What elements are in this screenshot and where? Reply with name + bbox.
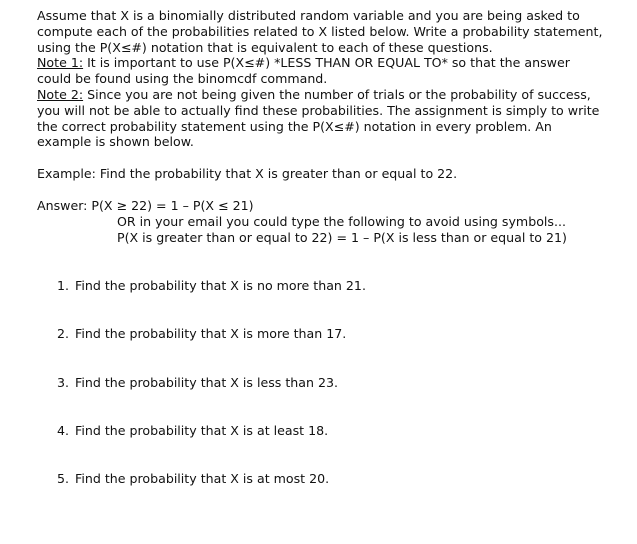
question-text: Find the probability that X is no more than 21.: [75, 278, 366, 293]
question-text: Find the probability that X is at least 18.: [75, 422, 329, 438]
question-list: [57, 278, 617, 519]
note-1: [37, 55, 627, 71]
question-number: 4.: [57, 422, 70, 438]
intro-line: compute each of the probabilities related to X listed below. Write a probability statement,: [37, 23, 603, 39]
question-item: [57, 326, 617, 342]
note-2-continued: example is shown below.: [37, 134, 194, 150]
question-number: 5.: [57, 471, 70, 487]
answer-alternative-intro: OR in your email you could type the following to avoid using symbols...: [117, 213, 566, 229]
question-item: [57, 423, 617, 439]
note-2-continued: you will not be able to actually find these probabilities. The assignment is simply to write: [37, 102, 600, 118]
question-number: 2.: [57, 326, 70, 342]
question-number: 1.: [57, 278, 70, 293]
document-body: [37, 8, 627, 245]
note-1-continued: could be found using the binomcdf command.: [37, 71, 328, 87]
question-number: 3.: [57, 374, 70, 390]
question-item: [57, 375, 617, 391]
note-1-label: Note 1:: [37, 55, 84, 71]
intro-line: Assume that X is a binomially distributed random variable and you are being asked to: [37, 8, 580, 23]
note-1-text: It is important to use P(X≤#) *LESS THAN OR EQUAL TO* so that the answer: [83, 55, 570, 71]
answer-line: Answer: P(X ≥ 22) = 1 – P(X ≤ 21): [37, 197, 254, 213]
question-item: [57, 471, 617, 487]
answer-alternative-text: P(X is greater than or equal to 22) = 1 – P(X is less than or equal to 21): [117, 229, 567, 245]
intro-line: using the P(X≤#) notation that is equivalent to each of these questions.: [37, 39, 493, 55]
note-2-text: Since you are not being given the number of trials or the probability of success,: [83, 86, 591, 102]
question-item: [57, 278, 617, 294]
question-text: Find the probability that X is more than 17.: [75, 326, 347, 342]
note-2-label: Note 2:: [37, 86, 84, 102]
question-text: Find the probability that X is less than 23.: [75, 374, 338, 390]
note-2-continued: the correct probability statement using the P(X≤#) notation in every problem. An: [37, 118, 552, 134]
question-text: Find the probability that X is at most 20.: [75, 471, 330, 487]
note-2: [37, 87, 627, 103]
example-statement: Example: Find the probability that X is greater than or equal to 22.: [37, 166, 458, 182]
